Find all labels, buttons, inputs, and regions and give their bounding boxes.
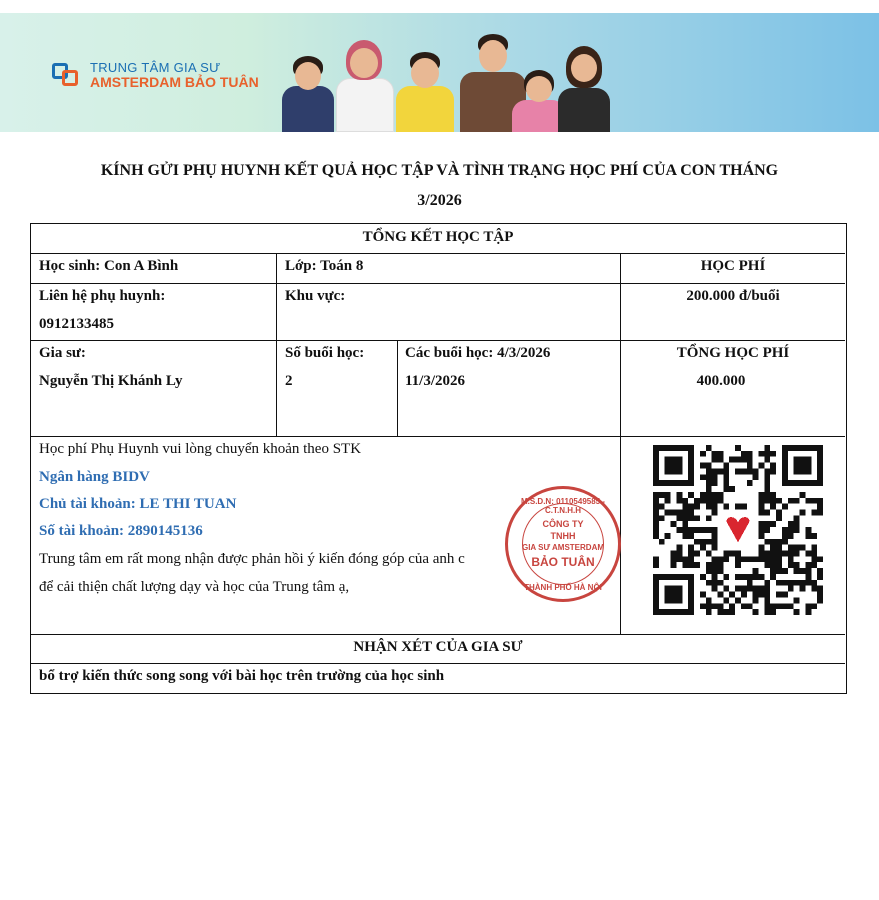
tutor-label: Gia sư: — [39, 345, 86, 361]
tutor-name: Nguyễn Thị Khánh Ly — [39, 373, 183, 389]
report-title-line2: 3/2026 — [417, 192, 462, 209]
session-dates-more: 11/3/2026 — [405, 373, 466, 389]
area-label: Khu vực: — [285, 288, 346, 304]
bank-name: Ngân hàng BIDV — [39, 469, 150, 485]
stamp-line1: CÔNG TY — [542, 519, 584, 529]
sessions-label: Số buổi học: — [285, 345, 365, 361]
account-holder: Chủ tài khoản: LE THI TUAN — [39, 496, 237, 512]
account-number: Số tài khoản: 2890145136 — [39, 523, 203, 539]
stamp-line4: BẢO TUÂN — [531, 555, 595, 569]
logo-line1: TRUNG TÂM GIA SƯ — [90, 60, 221, 75]
summary-table — [30, 223, 847, 694]
tutor-comments-header: NHẬN XÉT CỦA GIA SƯ — [353, 639, 523, 655]
total-fee-label: TỔNG HỌC PHÍ — [676, 345, 790, 361]
tutor-comments-text: bổ trợ kiến thức song song với bài học trên trường của học sinh — [39, 668, 445, 684]
parent-phone: 0912133485 — [39, 316, 114, 332]
total-fee-value: 400.000 — [696, 373, 746, 389]
stamp-line3: GIA SƯ AMSTERDAM — [521, 543, 605, 552]
logo-icon — [52, 63, 82, 87]
payment-intro: Học phí Phụ Huynh vui lòng chuyển khoản theo STK — [39, 441, 362, 457]
logo-line2: AMSTERDAM BẢO TUÂN — [90, 73, 259, 90]
student-name: Học sinh: Con A Bình — [39, 258, 179, 274]
feedback-line1: Trung tâm em rất mong nhận được phản hồi ý kiến đóng góp của anh c — [39, 551, 465, 567]
class-name: Lớp: Toán 8 — [285, 258, 364, 274]
session-dates: Các buổi học: 4/3/2026 — [405, 345, 551, 361]
summary-header: TỔNG KẾT HỌC TẬP — [362, 229, 514, 245]
feedback-line2: để cải thiện chất lượng dạy và học của Trung tâm ạ, — [39, 579, 350, 595]
qr-code-icon — [653, 444, 823, 616]
fee-header: HỌC PHÍ — [700, 258, 766, 274]
center-logo — [52, 61, 259, 89]
header-banner — [0, 13, 879, 132]
stamp-ring-top: M.S.D.N: 0110549585 - C.T.N.H.H — [520, 497, 606, 515]
report-title — [40, 157, 839, 215]
stamp-line2: TNHH — [550, 531, 576, 541]
fee-rate: 200.000 đ/buổi — [686, 288, 780, 304]
company-stamp — [505, 486, 621, 602]
parent-contact-label: Liên hệ phụ huynh: — [39, 288, 166, 304]
stamp-ring-bottom: THÀNH PHỐ HÀ NỘI — [524, 583, 602, 592]
sessions-count: 2 — [285, 373, 293, 389]
banner-people-photo — [270, 31, 610, 132]
report-title-line1: KÍNH GỬI PHỤ HUYNH KẾT QUẢ HỌC TẬP VÀ TÌNH TRẠNG HỌC PHÍ CỦA CON THÁNG — [100, 162, 779, 179]
